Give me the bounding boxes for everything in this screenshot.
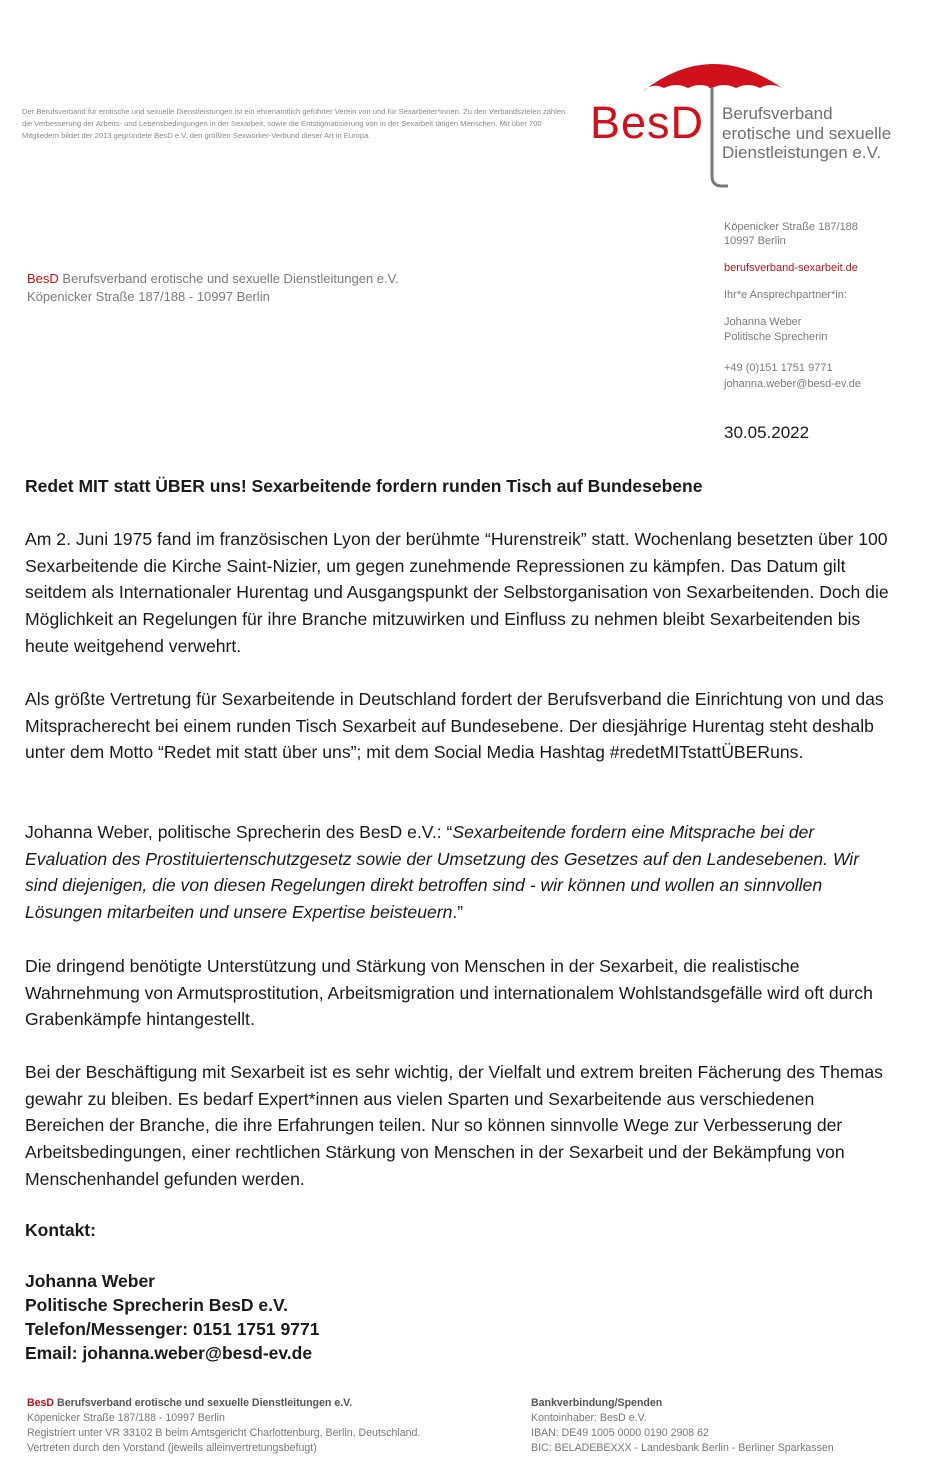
quote-text: Sexarbeitende fordern eine Mitsprache bei der Evaluation des Prostituiertenschutzgesetz sowie der Umsetzung des Gesetzes auf den Landesebenen. Wir sind diejenigen, die von diesen Regelungen direkt betroffen sind - wir können und wollen an sinnvollen Lösungen mitarbeiten und unsere Expertise beisteuern (25, 822, 860, 923)
footer-iban: IBAN: DE49 1005 0000 0190 2908 62 (531, 1427, 709, 1439)
footer-bic: BIC: BELADEBEXXX - Landesbank Berlin - Berliner Sparkassen (531, 1442, 834, 1454)
logo-line-3: Dienstleistungen e.V. (722, 143, 882, 162)
contact-person-role: Politische Sprecherin (724, 331, 828, 343)
paragraph-1: Am 2. Juni 1975 fand im französischen Lyon der berühmte “Hurenstreik” statt. Wochenlang besetzten über 100 Sexarbeitende die Kirche Saint-Nizier, um gegen zunehmende Repressionen zu kämpfen. Das Datum gilt seitdem als Internationaler Hurentag und Ausgangspunkt der Selbstorganisation von Sexarbeitenden. Doch die Möglichkeit an Regelungen für ihre Branche mitzuwirken und Einfluss zu nehmen bleibt Sexarbeitenden bis heute weitgehend verwehrt. (25, 529, 889, 656)
footer-bank (531, 1396, 834, 1456)
quote-end: .” (452, 902, 464, 923)
paragraph-4: Die dringend benötigte Unterstützung und Stärkung von Menschen in der Sexarbeit, die realistische Wahrnehmung von Armutsprostitution, Arbeitsmigration und internationalem Wohlstandsgefälle wird oft durch Grabenkämpfe hintangestellt. (25, 956, 873, 1030)
sender-name: Berufsverband erotische und sexuelle Dienstleitungen e.V. (62, 271, 399, 286)
logo-line-1: Berufsverband (722, 104, 833, 123)
kontakt-details (25, 1269, 319, 1365)
footer-board: Vertreten durch den Vorstand (jeweils alleinvertretungsbefugt) (27, 1442, 317, 1454)
kontakt-name: Johanna Weber (25, 1271, 155, 1291)
contact-street: Köpenicker Straße 187/188 (724, 221, 858, 233)
logo-subtitle (722, 104, 891, 163)
press-release-headline: Redet MIT statt ÜBER uns! Sexarbeitende fordern runden Tisch auf Bundesebene (25, 476, 703, 496)
footer-bank-heading: Bankverbindung/Spenden (531, 1397, 663, 1409)
sender-name-line (27, 270, 399, 288)
kontakt-phone: Telefon/Messenger: 0151 1751 9771 (25, 1319, 320, 1339)
paragraph-5: Bei der Beschäftigung mit Sexarbeit ist es sehr wichtig, der Vielfalt und extrem breiten Fächerung des Themas gewahr zu bleiben. Es bedarf Expert*innen aus vielen Sparten und Sexarbeitende aus verschiedenen Bereichen der Branche, die ihre Erfahrungen teilen. Nur so können sinnvolle Wege zur Verbesserung der Arbeitsbedingungen, einer rechtlichen Stärkung von Menschen in der Sexarbeit und der Bekämpfung von Menschenhandel gefunden werden. (25, 1062, 883, 1189)
sender-street: Köpenicker Straße 187/188 - 10997 Berlin (27, 288, 270, 304)
sender-abbr: BesD (27, 271, 59, 286)
kontakt-role: Politische Sprecherin BesD e.V. (25, 1295, 288, 1315)
footer-address: Köpenicker Straße 187/188 - 10997 Berlin (27, 1412, 225, 1424)
contact-city: 10997 Berlin (724, 235, 786, 247)
logo-line-2: erotische und sexuelle (722, 123, 892, 143)
logo-wordmark: BesD (590, 97, 705, 148)
contact-email[interactable]: johanna.weber@besd-ev.de (724, 378, 861, 390)
footer-register: Registriert unter VR 33102 B beim Amtsgericht Charlottenburg, Berlin, Deutschland. (27, 1427, 421, 1439)
footer-org-line (27, 1396, 420, 1411)
contact-person-label: Ihr*e Ansprechpartner*in: (724, 289, 847, 301)
footer-org-name: Berufsverband erotische und sexuelle Dienstleitungen e.V. (57, 1397, 353, 1409)
document-date: 30.05.2022 (724, 423, 810, 442)
kontakt-email[interactable]: Email: johanna.weber@besd-ev.de (25, 1343, 313, 1363)
paragraph-2: Als größte Vertretung für Sexarbeitende in Deutschland fordert der Berufsverband die Einrichtung von und das Mitspracherecht bei einem runden Tisch Sexarbeit auf Bundesebene. Der diesjährige Hurentag steht deshalb unter dem Motto “Redet mit statt über uns”; mit dem Social Media Hashtag #redetMITstattÜBERuns. (25, 689, 884, 763)
footer-organization (27, 1396, 420, 1456)
footer-account-holder: Kontoinhaber: BesD e.V. (531, 1412, 647, 1424)
quote-lead: Johanna Weber, politische Sprecherin des BesD e.V.: “ (25, 822, 453, 842)
paragraph-3 (25, 819, 895, 926)
organization-intro-text: Der Berufsverband für erotische und sexuelle Dienstleistungen ist ein ehrenamtlich geführter Verein von und für Sexarbeiter*innen. Zu den Verbandszielen zählen die Verbesserung der Arbeits- und Lebensbedingungen in der Sexarbeit, sowie die Entstigmatisierung von in der Sexarbeit tätigen Menschen. Mit über 700 Mitgliedern bildet der 2013 gegründete BesD e.V. den größten Sexworker-Verbund dieser Art in Europa. (22, 107, 566, 140)
footer-abbr: BesD (27, 1397, 55, 1409)
kontakt-heading: Kontakt: (25, 1220, 96, 1240)
sender-address (27, 270, 399, 305)
besd-logo (590, 52, 890, 192)
contact-person-name: Johanna Weber (724, 316, 802, 328)
website-link[interactable]: berufsverband-sexarbeit.de (724, 262, 858, 274)
contact-phone: +49 (0)151 1751 9771 (724, 362, 833, 374)
